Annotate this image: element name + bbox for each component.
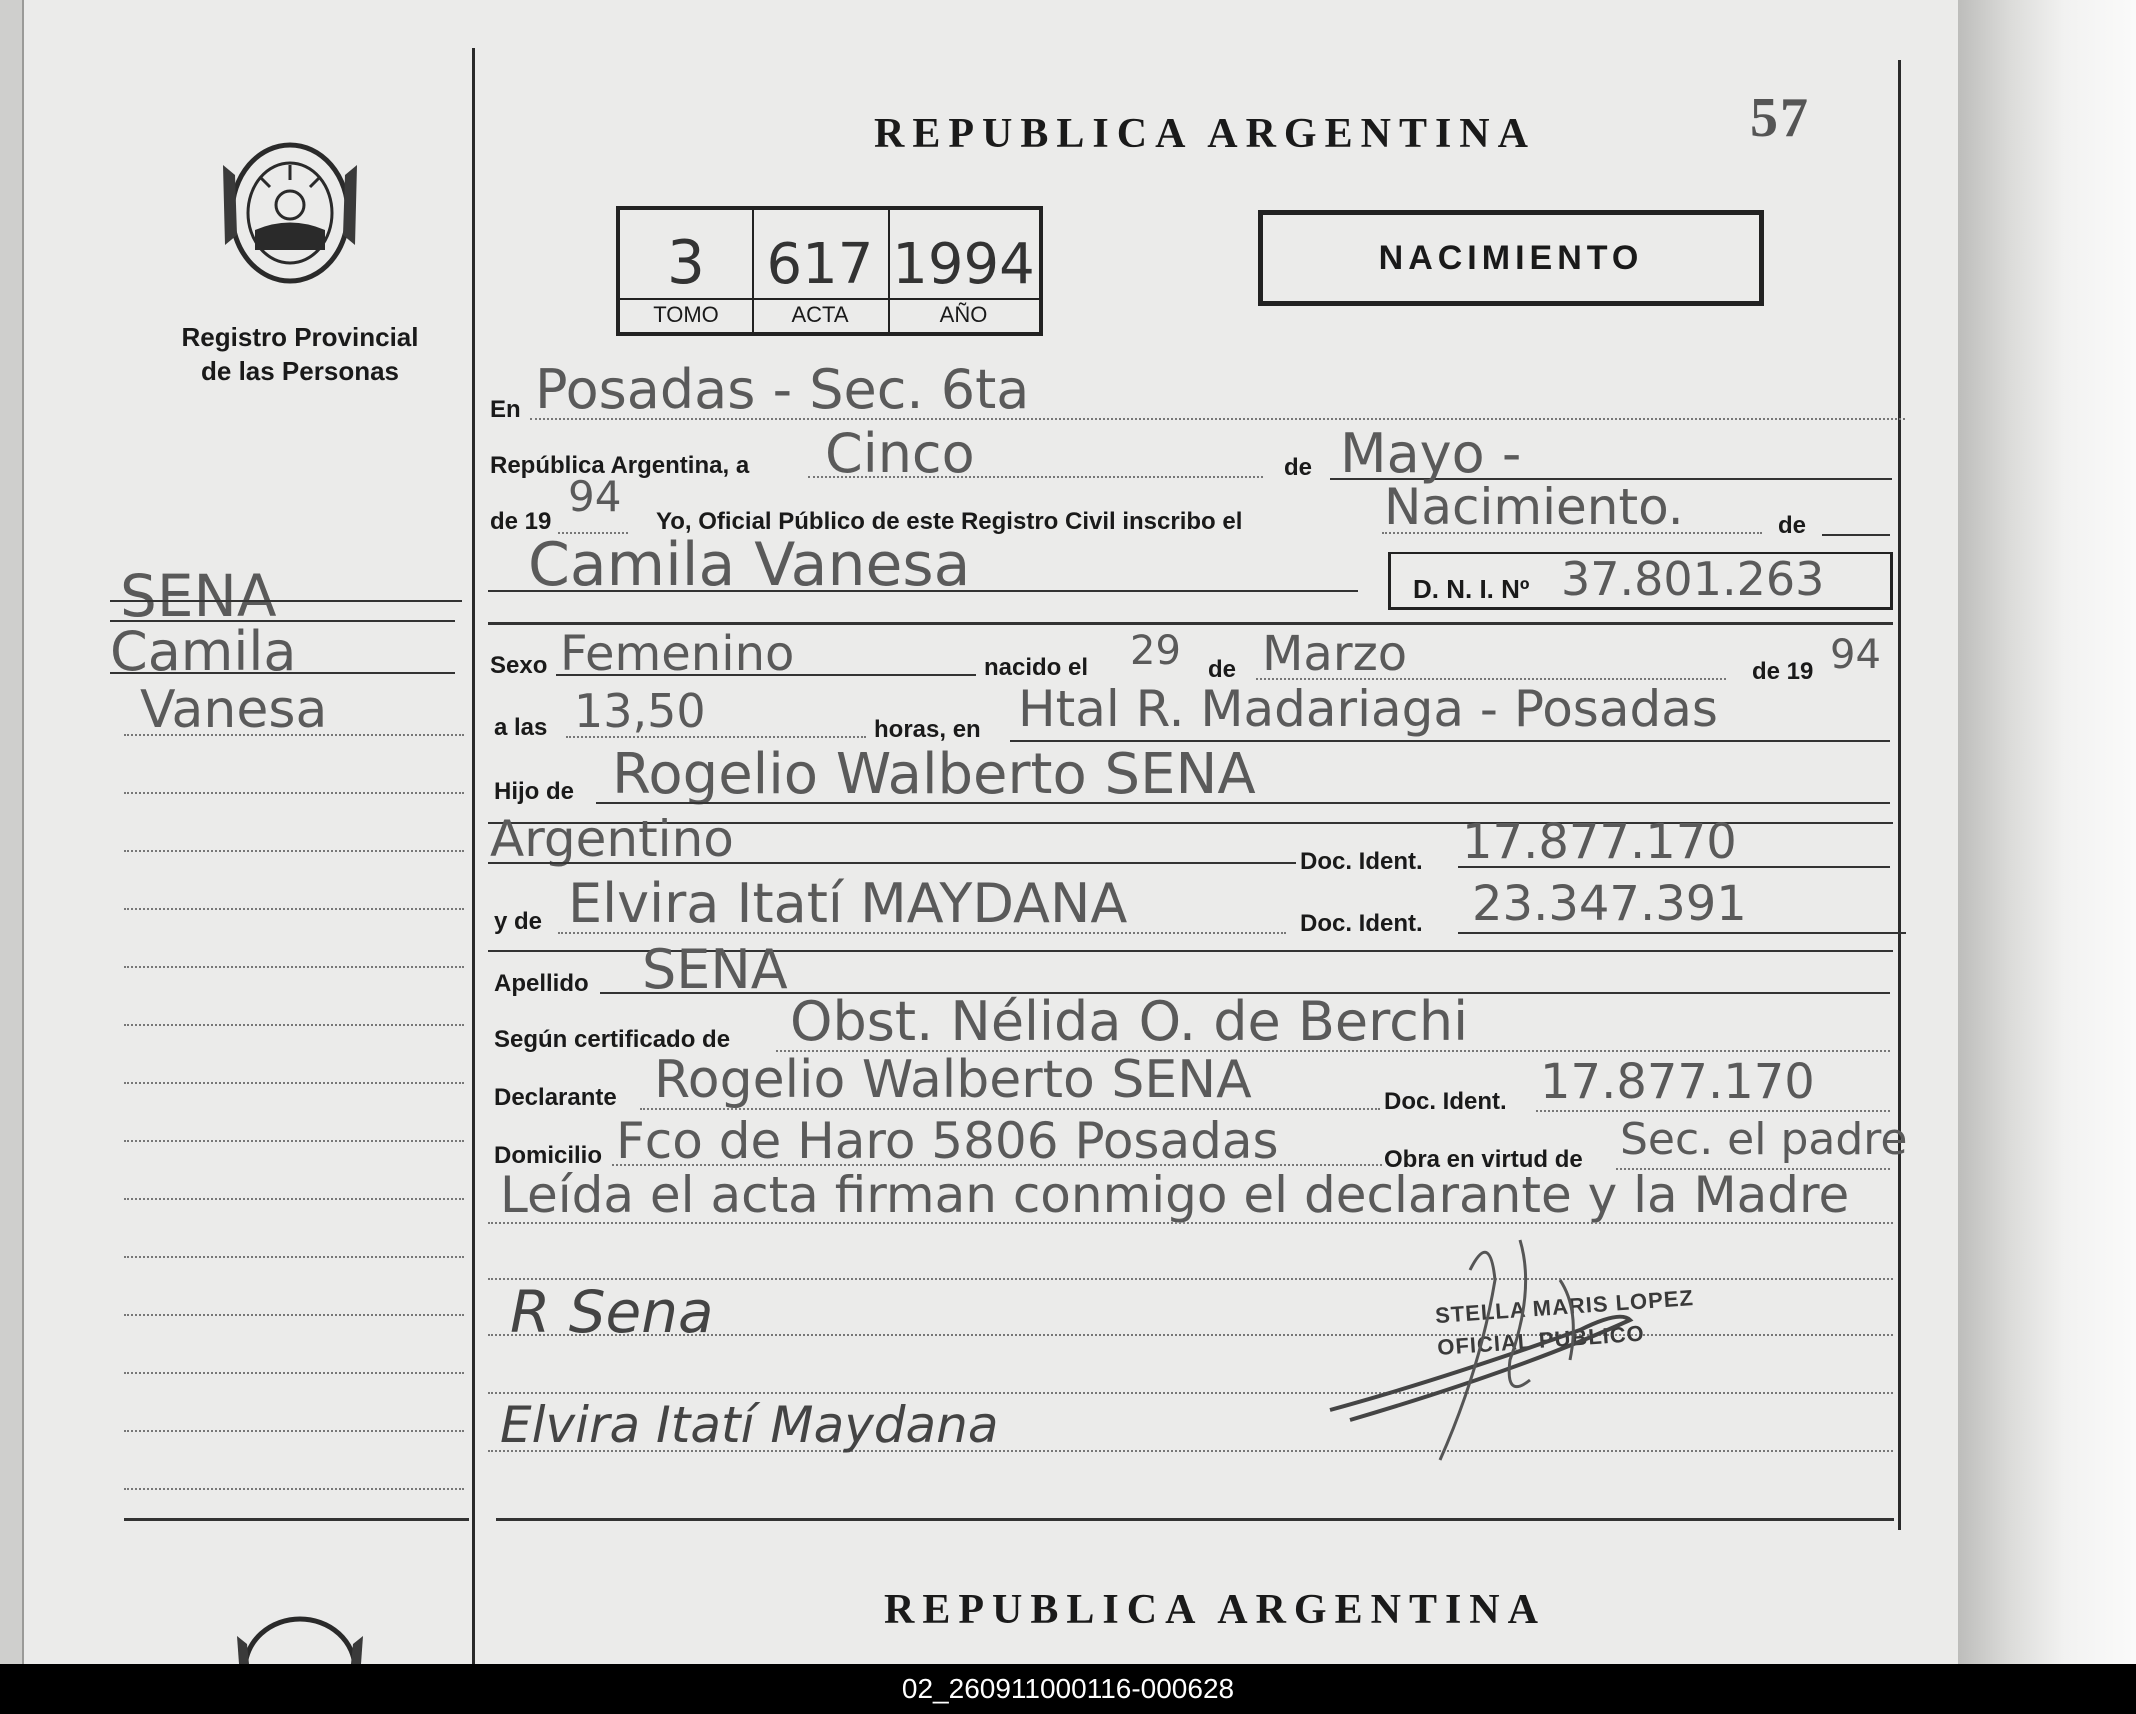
padre-doc-line: [1458, 866, 1890, 868]
nacido-dia: 29: [1130, 628, 1181, 674]
form-bottom-rule: [496, 1518, 1894, 1521]
nacido-label: nacido el: [984, 654, 1089, 681]
padre-value: Rogelio Walberto SENA: [612, 742, 1256, 807]
left-column-rule: [472, 48, 475, 1664]
ano-cell: [888, 210, 1039, 332]
dni-value: 37.801.263: [1561, 552, 1825, 606]
margin-line-7: [124, 908, 464, 910]
hora-value: 13,50: [574, 684, 706, 738]
stamp-line1: STELLA MARIS LOPEZ: [1434, 1285, 1695, 1329]
margin-line-3: [110, 672, 455, 674]
acta-value: 617: [766, 232, 874, 297]
domicilio-value: Fco de Haro 5806 Posadas: [616, 1112, 1279, 1170]
tomo-value: 3: [666, 228, 706, 298]
official-signature-icon: [1320, 1210, 1700, 1480]
margin-line-14: [124, 1314, 464, 1316]
lugar-value: Htal R. Madariaga - Posadas: [1018, 680, 1718, 738]
madre-value: Elvira Itatí MAYDANA: [568, 872, 1128, 935]
margin-line-1: [110, 600, 462, 602]
margin-bottom-rule: [124, 1518, 469, 1521]
en-label: En: [490, 396, 521, 423]
hijo-label: Hijo de: [494, 778, 575, 805]
declarante-doc-value: 17.877.170: [1540, 1054, 1815, 1110]
registry-name-line2: de las Personas: [201, 356, 399, 386]
certificado-value: Obst. Nélida O. de Berchi: [790, 990, 1469, 1053]
tomo-label: TOMO: [653, 302, 719, 327]
padre-doc-label: Doc. Ident.: [1300, 848, 1423, 875]
binding-edge: [0, 0, 24, 1664]
declarante-doc-line: [1536, 1110, 1890, 1112]
stamp-line2: OFICIAL PUBLICO: [1436, 1320, 1646, 1361]
nacido-anio: 94: [1830, 632, 1881, 678]
margin-line-5: [124, 792, 464, 794]
de-label-2: de: [1778, 512, 1807, 539]
sexo-label: Sexo: [490, 652, 548, 679]
dni-label: D. N. I. Nº: [1413, 574, 1530, 604]
declarante-label: Declarante: [494, 1084, 617, 1111]
ano-label: AÑO: [939, 302, 988, 327]
apellido-value: SENA: [642, 938, 788, 1001]
country-heading-next: REPUBLICA ARGENTINA: [884, 1587, 1546, 1633]
sexo-line: [556, 674, 976, 676]
padre-line: [596, 802, 1890, 804]
misiones-seal-icon: [215, 135, 365, 295]
ano-value: 1994: [892, 232, 1035, 297]
obra-value: Sec. el padre: [1620, 1114, 1908, 1165]
country-heading: REPUBLICA ARGENTINA: [874, 111, 1536, 157]
anio-prefix: de 19: [490, 508, 552, 535]
padre-doc-value: 17.877.170: [1462, 814, 1737, 870]
record-number-box: [616, 206, 1043, 336]
de-label-3: de: [1208, 656, 1237, 683]
registry-name-line1: Registro Provincial: [181, 322, 419, 352]
nacido-anio-prefix: de 19: [1752, 658, 1814, 685]
declarante-line: [640, 1108, 1380, 1110]
firma-declarante: R Sena: [510, 1278, 714, 1346]
padre-nac-line: [488, 862, 1296, 864]
nacido-mes: Marzo: [1262, 626, 1408, 682]
right-column-rule: [1898, 60, 1901, 1530]
record-box-divider: [620, 298, 1039, 300]
misiones-seal-next-icon: [235, 1614, 365, 1664]
anio-value: 94: [568, 472, 622, 521]
nota-value: Leída el acta firman conmigo el declarante y la Madre: [500, 1166, 1850, 1224]
republica-label: República Argentina, a: [490, 452, 750, 479]
margin-line-16: [124, 1430, 464, 1432]
madre-doc-value: 23.347.391: [1472, 876, 1747, 932]
acta-label: ACTA: [791, 302, 849, 327]
mes-value: Mayo -: [1340, 422, 1522, 485]
margin-line-15: [124, 1372, 464, 1374]
padre-nacionalidad: Argentino: [490, 810, 734, 868]
image-caption: 02_260911000116-000628: [0, 1664, 2136, 1714]
margin-line-2: [110, 620, 455, 622]
domicilio-label: Domicilio: [494, 1142, 603, 1169]
margin-line-10: [124, 1082, 464, 1084]
margin-name-1: Camila: [110, 620, 297, 683]
page-number: 57: [1750, 87, 1810, 149]
madre-line: [558, 932, 1286, 934]
margin-line-17: [124, 1488, 464, 1490]
margin-line-12: [124, 1198, 464, 1200]
sexo-value: Femenino: [560, 626, 795, 682]
de-line-2: [1822, 534, 1890, 536]
acta-cell: [752, 210, 890, 332]
dia-value: Cinco: [825, 422, 975, 485]
margin-line-6: [124, 850, 464, 852]
de-label-1: de: [1284, 454, 1313, 481]
hora-line: [566, 736, 866, 738]
margin-line-13: [124, 1256, 464, 1258]
firma-madre: Elvira Itatí Maydana: [500, 1396, 999, 1454]
margin-line-4: [124, 734, 464, 736]
declarante-value: Rogelio Walberto SENA: [654, 1050, 1252, 1110]
page-stack-edge: [1958, 0, 2136, 1664]
inscribo-value: Nacimiento.: [1384, 478, 1684, 536]
record-type-box: NACIMIENTO: [1258, 210, 1764, 306]
alas-label: a las: [494, 714, 548, 741]
declarante-doc-label: Doc. Ident.: [1384, 1088, 1507, 1115]
margin-line-11: [124, 1140, 464, 1142]
segun-label: Según certificado de: [494, 1026, 731, 1053]
madre-doc-label: Doc. Ident.: [1300, 910, 1423, 937]
obra-label: Obra en virtud de: [1384, 1146, 1583, 1173]
en-value: Posadas - Sec. 6ta: [535, 358, 1030, 421]
margin-line-8: [124, 966, 464, 968]
madre-doc-line: [1458, 932, 1906, 934]
yde-label: y de: [494, 908, 543, 935]
margin-surname: SENA: [120, 562, 277, 630]
row-divider-1: [488, 622, 1893, 625]
margin-line-9: [124, 1024, 464, 1026]
horas-label: horas, en: [874, 716, 981, 743]
margin-name-2: Vanesa: [140, 680, 328, 740]
apellido-label: Apellido: [494, 970, 589, 997]
tomo-cell: [620, 210, 754, 332]
yo-label: Yo, Oficial Público de este Registro Civil inscribo el: [656, 508, 1243, 535]
nombre-value: Camila Vanesa: [528, 530, 971, 600]
dni-box: [1388, 552, 1893, 610]
nombre-line: [488, 590, 1358, 592]
